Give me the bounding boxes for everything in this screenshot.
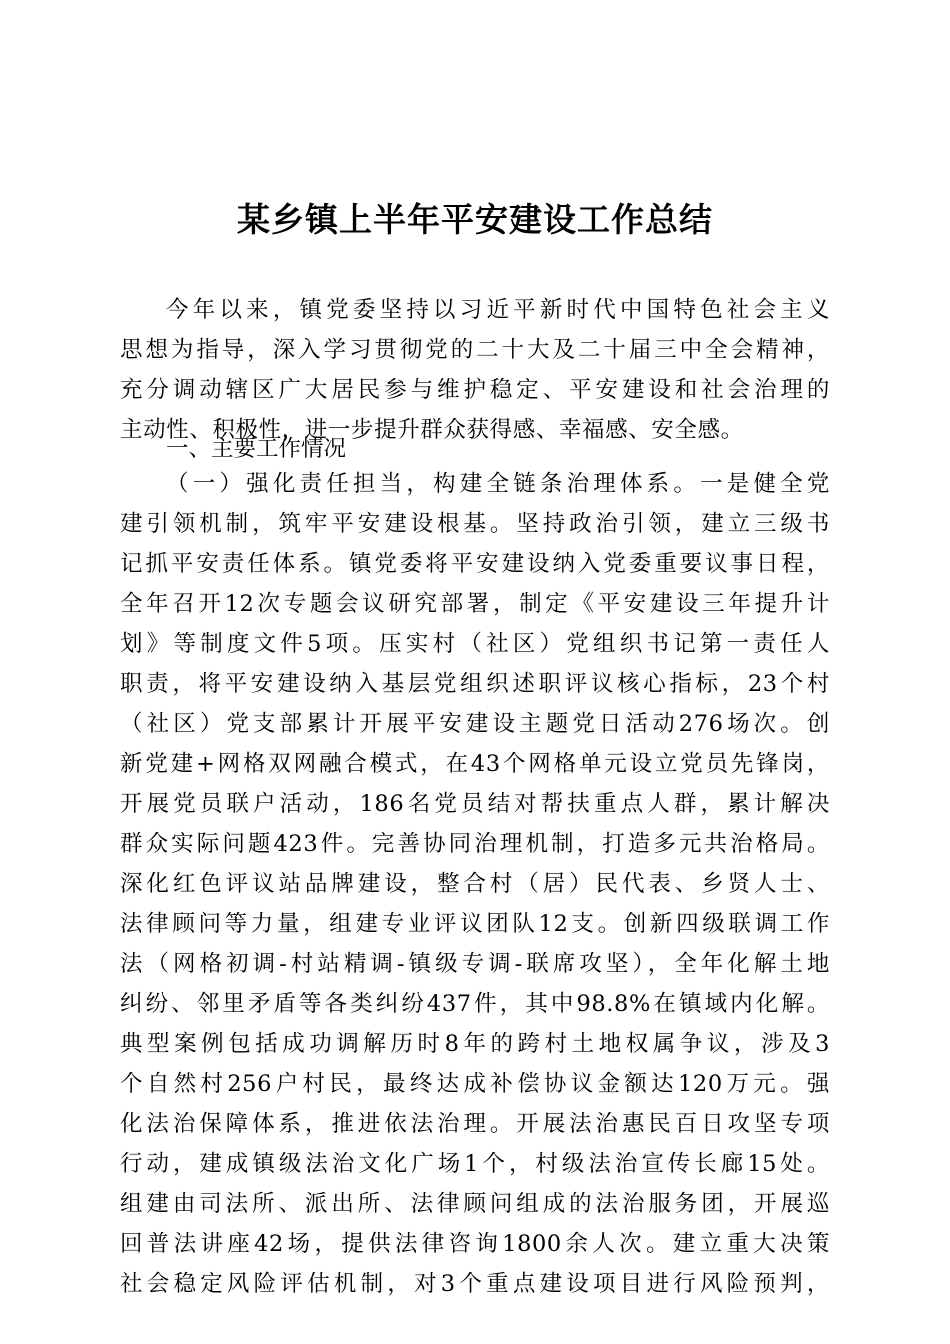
body-line: 化法治保障体系，推进依法治理。开展法治惠民百日攻坚专项 xyxy=(120,1111,830,1137)
body-line: 组建由司法所、派出所、法律顾问组成的法治服务团，开展巡 xyxy=(120,1191,830,1217)
body-line: 深化红色评议站品牌建设，整合村（居）民代表、乡贤人士、 xyxy=(120,871,830,897)
body-line: 行动，建成镇级法治文化广场1个，村级法治宣传长廊15处。 xyxy=(120,1151,830,1177)
intro-line: 充分调动辖区广大居民参与维护稳定、平安建设和社会治理的 xyxy=(120,377,830,403)
body-line: 法（网格初调-村站精调-镇级专调-联席攻坚），全年化解土地 xyxy=(120,951,830,977)
intro-line: 思想为指导，深入学习贯彻党的二十大及二十届三中全会精神， xyxy=(120,337,830,363)
body-line: 法律顾问等力量，组建专业评议团队12支。创新四级联调工作 xyxy=(120,911,830,937)
body-line: 回普法讲座42场，提供法律咨询1800余人次。建立重大决策 xyxy=(120,1231,830,1257)
body-line: 社会稳定风险评估机制，对3个重点建设项目进行风险预判， xyxy=(120,1271,830,1297)
body-line: 个自然村256户村民，最终达成补偿协议金额达120万元。强 xyxy=(120,1071,830,1097)
body-line: 记抓平安责任体系。镇党委将平安建设纳入党委重要议事日程， xyxy=(120,551,830,577)
intro-line: 主动性、积极性，进一步提升群众获得感、幸福感、安全感。 xyxy=(120,417,744,443)
body-line: 纠纷、邻里矛盾等各类纠纷437件，其中98.8%在镇域内化解。 xyxy=(120,991,830,1017)
body-line: 建引领机制，筑牢平安建设根基。坚持政治引领，建立三级书 xyxy=(120,511,830,537)
body-line: 全年召开12次专题会议研究部署，制定《平安建设三年提升计 xyxy=(120,591,830,617)
document-title: 某乡镇上半年平安建设工作总结 xyxy=(237,200,713,239)
body-line: 群众实际问题423件。完善协同治理机制，打造多元共治格局。 xyxy=(120,831,830,857)
body-line: 开展党员联户活动，186名党员结对帮扶重点人群，累计解决 xyxy=(120,791,830,817)
body-line: （社区）党支部累计开展平安建设主题党日活动276场次。创 xyxy=(120,711,830,737)
body-line: 新党建+网格双网融合模式，在43个网格单元设立党员先锋岗， xyxy=(120,751,830,777)
body-line: 典型案例包括成功调解历时8年的跨村土地权属争议，涉及3 xyxy=(120,1031,830,1057)
body-line: 划》等制度文件5项。压实村（社区）党组织书记第一责任人 xyxy=(120,631,830,657)
section-heading: 一、主要工作情况 xyxy=(166,436,347,462)
intro-line: 今年以来，镇党委坚持以习近平新时代中国特色社会主义 xyxy=(166,297,830,323)
body-line: （一）强化责任担当，构建全链条治理体系。一是健全党 xyxy=(166,471,830,497)
body-line: 职责，将平安建设纳入基层党组织述职评议核心指标，23个村 xyxy=(120,671,830,697)
